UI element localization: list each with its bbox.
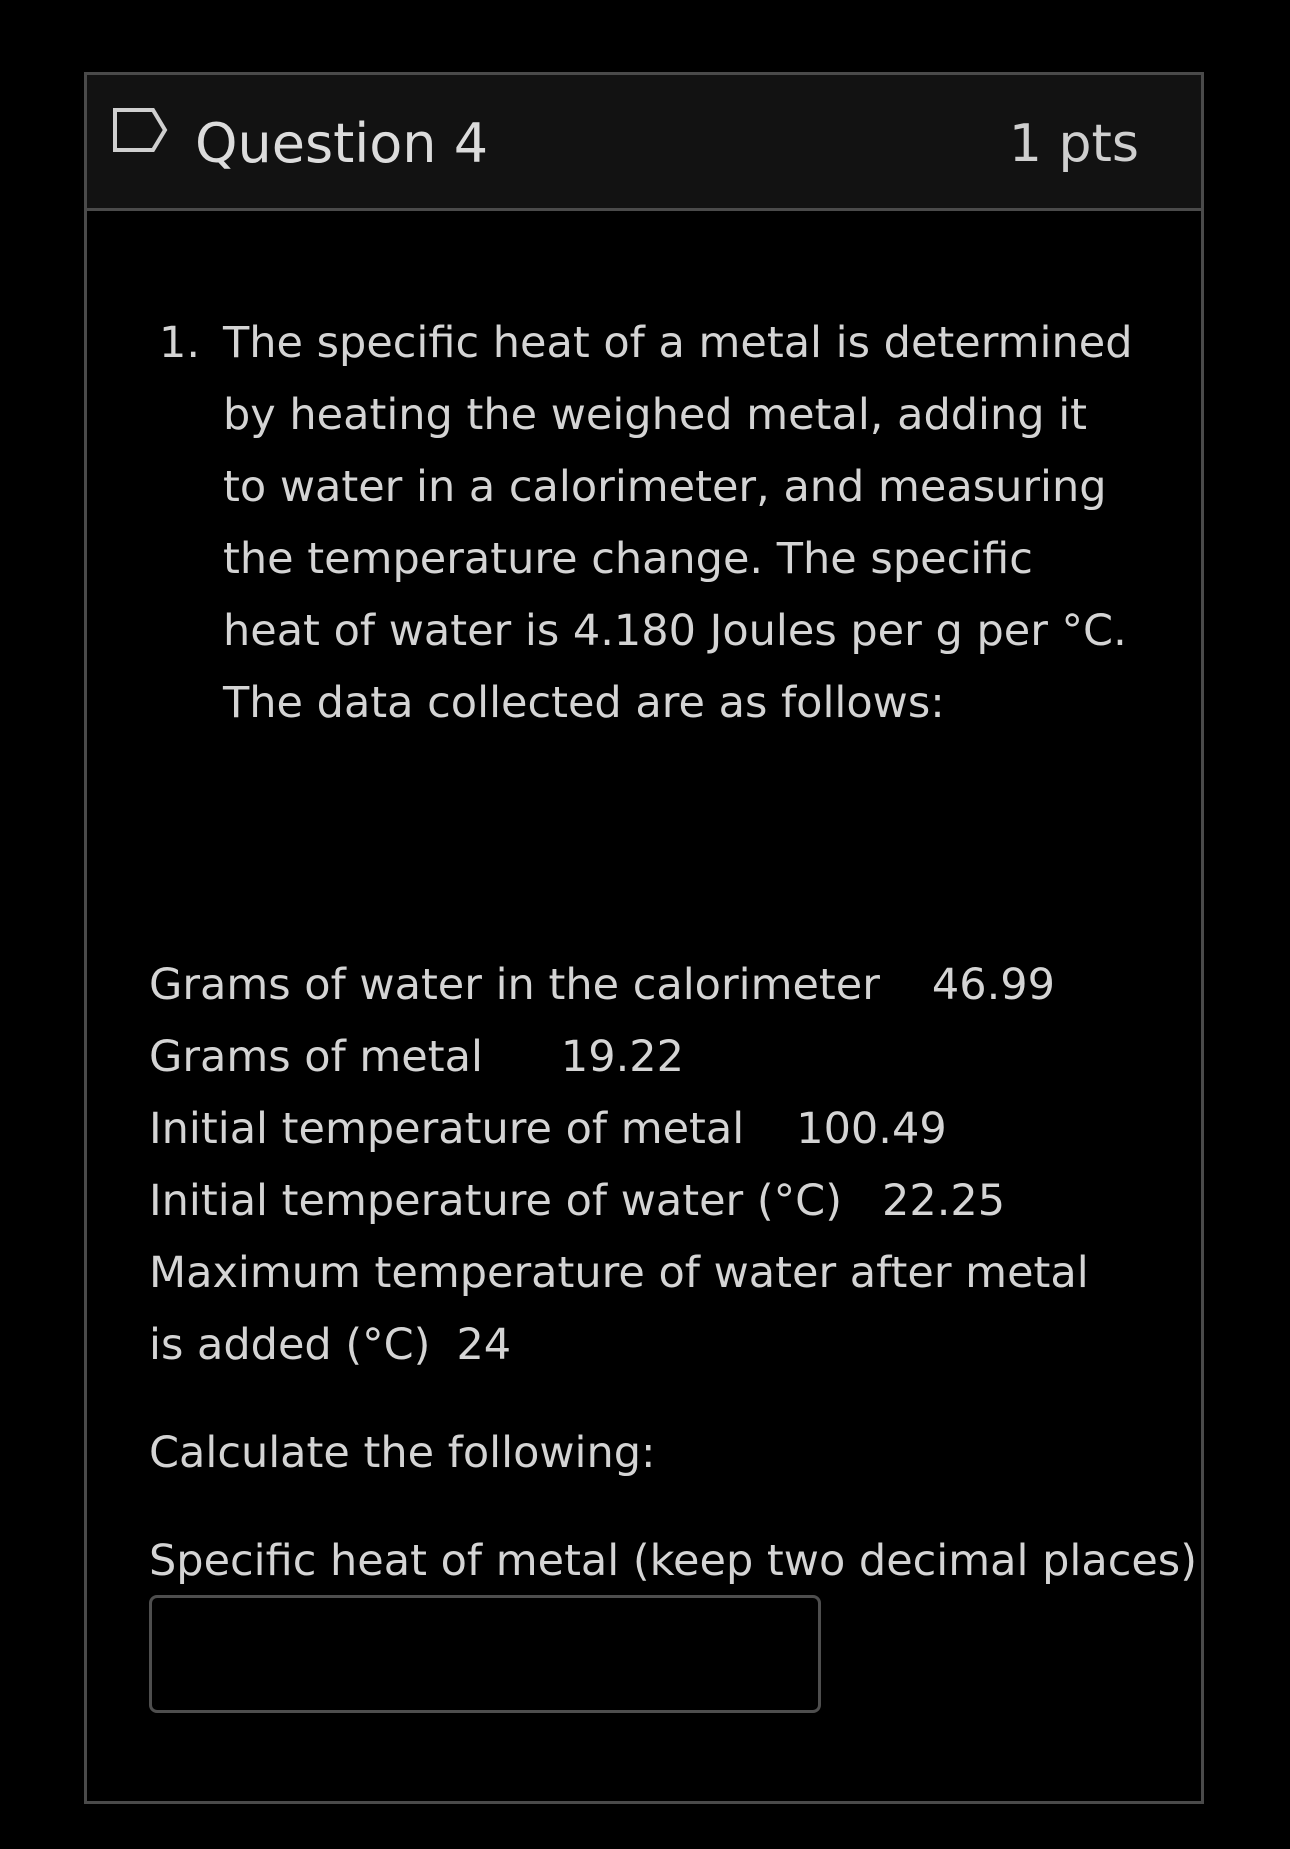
question-text: The specific heat of a metal is determined by heating the weighed metal, adding it to water in a calorimeter, and measuring the temperature change. The specific heat of water is 4.180 Joules per g per °C. The data collected are as follows:	[223, 318, 1133, 728]
max-temp-value: 24	[456, 1320, 512, 1370]
question-header	[87, 75, 1201, 211]
answer-input[interactable]	[149, 1595, 821, 1713]
data-line-water-temp	[149, 1165, 1159, 1237]
question-points: 1 pts	[1008, 114, 1139, 174]
question-title: Question 4	[195, 112, 489, 175]
metal-temp-label: Initial temperature of metal	[149, 1104, 745, 1154]
data-list	[149, 949, 1159, 1381]
water-mass-value: 46.99	[931, 960, 1056, 1010]
data-line-max-temp	[149, 1237, 1109, 1381]
water-temp-value: 22.25	[881, 1176, 1006, 1226]
calculate-label: Calculate the following:	[149, 1428, 656, 1478]
answer-prompt: Specific heat of metal (keep two decimal places)	[149, 1536, 1197, 1586]
metal-temp-value: 100.49	[796, 1104, 947, 1154]
metal-mass-value: 19.22	[560, 1032, 685, 1082]
metal-mass-label: Grams of metal	[149, 1032, 483, 1082]
question-list	[159, 307, 1169, 739]
flag-outline-icon[interactable]	[111, 105, 171, 155]
question-card	[84, 72, 1204, 1804]
max-temp-label: Maximum temperature of water after metal is added (°C)	[149, 1248, 1089, 1370]
data-line-metal-mass	[149, 1021, 1159, 1093]
list-item	[159, 307, 1169, 739]
data-line-metal-temp	[149, 1093, 1159, 1165]
item-number: 1.	[159, 318, 201, 368]
data-line-water-mass	[149, 949, 1159, 1021]
water-mass-label: Grams of water in the calorimeter	[149, 960, 880, 1010]
water-temp-label: Initial temperature of water (°C)	[149, 1176, 842, 1226]
